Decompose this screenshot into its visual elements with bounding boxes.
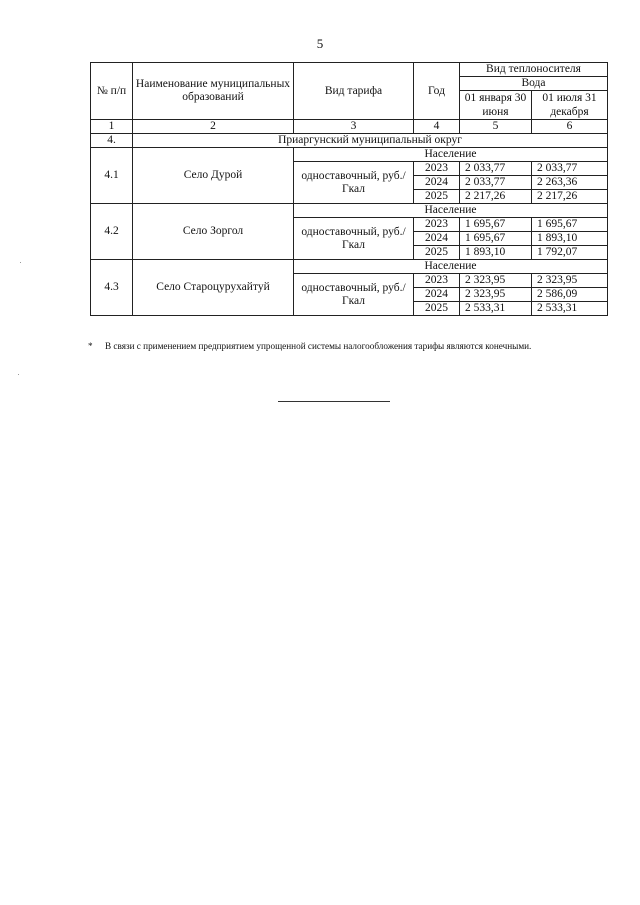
header-period-1: 01 января 30 июня bbox=[460, 91, 532, 120]
municipality-name: Село Староцурухайтуй bbox=[133, 260, 294, 316]
tariff-h2: 1 792,07 bbox=[532, 246, 608, 260]
row-num: 4.3 bbox=[91, 260, 133, 316]
tariff-h1: 1 893,10 bbox=[460, 246, 532, 260]
header-year: Год bbox=[414, 63, 460, 120]
column-numbers-row bbox=[91, 120, 608, 134]
tariff-type: одноставочный, руб./Гкал bbox=[294, 274, 414, 316]
year-cell: 2023 bbox=[414, 218, 460, 232]
tariff-h1: 2 217,26 bbox=[460, 190, 532, 204]
tariff-h1: 1 695,67 bbox=[460, 232, 532, 246]
page-number: 5 bbox=[316, 36, 324, 51]
year-cell: 2024 bbox=[414, 288, 460, 302]
header-water: Вода bbox=[460, 77, 608, 91]
header-heat-carrier: Вид теплоносителя bbox=[460, 63, 608, 77]
tariff-h2: 2 217,26 bbox=[532, 190, 608, 204]
column-number: 3 bbox=[294, 120, 414, 134]
table-row bbox=[91, 204, 608, 218]
year-cell: 2023 bbox=[414, 162, 460, 176]
section-title: Приаргунский муниципальный округ bbox=[133, 134, 608, 148]
column-number: 1 bbox=[91, 120, 133, 134]
municipality-name: Село Дурой bbox=[133, 148, 294, 204]
year-cell: 2025 bbox=[414, 246, 460, 260]
column-number: 2 bbox=[133, 120, 294, 134]
tariff-h2: 2 586,09 bbox=[532, 288, 608, 302]
tariff-h1: 2 323,95 bbox=[460, 274, 532, 288]
year-cell: 2023 bbox=[414, 274, 460, 288]
header-tariff-type: Вид тарифа bbox=[294, 63, 414, 120]
year-cell: 2024 bbox=[414, 176, 460, 190]
tariff-h2: 2 263,36 bbox=[532, 176, 608, 190]
year-cell: 2025 bbox=[414, 302, 460, 316]
row-num: 4.2 bbox=[91, 204, 133, 260]
footnote-marker: * bbox=[88, 341, 93, 351]
tariff-h1: 2 033,77 bbox=[460, 162, 532, 176]
section-row bbox=[91, 134, 608, 148]
row-num: 4.1 bbox=[91, 148, 133, 204]
category-label: Население bbox=[294, 148, 608, 162]
year-cell: 2025 bbox=[414, 190, 460, 204]
tariff-h2: 2 033,77 bbox=[532, 162, 608, 176]
tariff-h2: 2 323,95 bbox=[532, 274, 608, 288]
tariff-h1: 2 533,31 bbox=[460, 302, 532, 316]
column-number: 4 bbox=[414, 120, 460, 134]
category-label: Население bbox=[294, 260, 608, 274]
header-num: № п/п bbox=[91, 63, 133, 120]
tariff-h1: 1 695,67 bbox=[460, 218, 532, 232]
tariff-h2: 2 533,31 bbox=[532, 302, 608, 316]
tariff-type: одноставочный, руб./Гкал bbox=[294, 162, 414, 204]
footnote bbox=[88, 341, 618, 351]
column-number: 6 bbox=[532, 120, 608, 134]
header-period-2: 01 июля 31 декабря bbox=[532, 91, 608, 120]
scan-speck bbox=[20, 262, 21, 263]
closing-rule bbox=[278, 401, 390, 402]
table-row bbox=[91, 260, 608, 274]
tariff-type: одноставочный, руб./Гкал bbox=[294, 218, 414, 260]
year-cell: 2024 bbox=[414, 232, 460, 246]
tariff-h2: 1 695,67 bbox=[532, 218, 608, 232]
footnote-text: В связи с применением предприятием упрощенной системы налогообложения тарифы являются конечными. bbox=[105, 341, 532, 351]
section-num: 4. bbox=[91, 134, 133, 148]
scan-speck bbox=[18, 374, 19, 375]
municipality-name: Село Зоргол bbox=[133, 204, 294, 260]
column-number: 5 bbox=[460, 120, 532, 134]
tariff-h1: 2 033,77 bbox=[460, 176, 532, 190]
tariff-h1: 2 323,95 bbox=[460, 288, 532, 302]
table-row bbox=[91, 148, 608, 162]
tariff-table bbox=[90, 62, 608, 316]
tariff-h2: 1 893,10 bbox=[532, 232, 608, 246]
category-label: Население bbox=[294, 204, 608, 218]
header-name: Наименование муниципальных образований bbox=[133, 63, 294, 120]
